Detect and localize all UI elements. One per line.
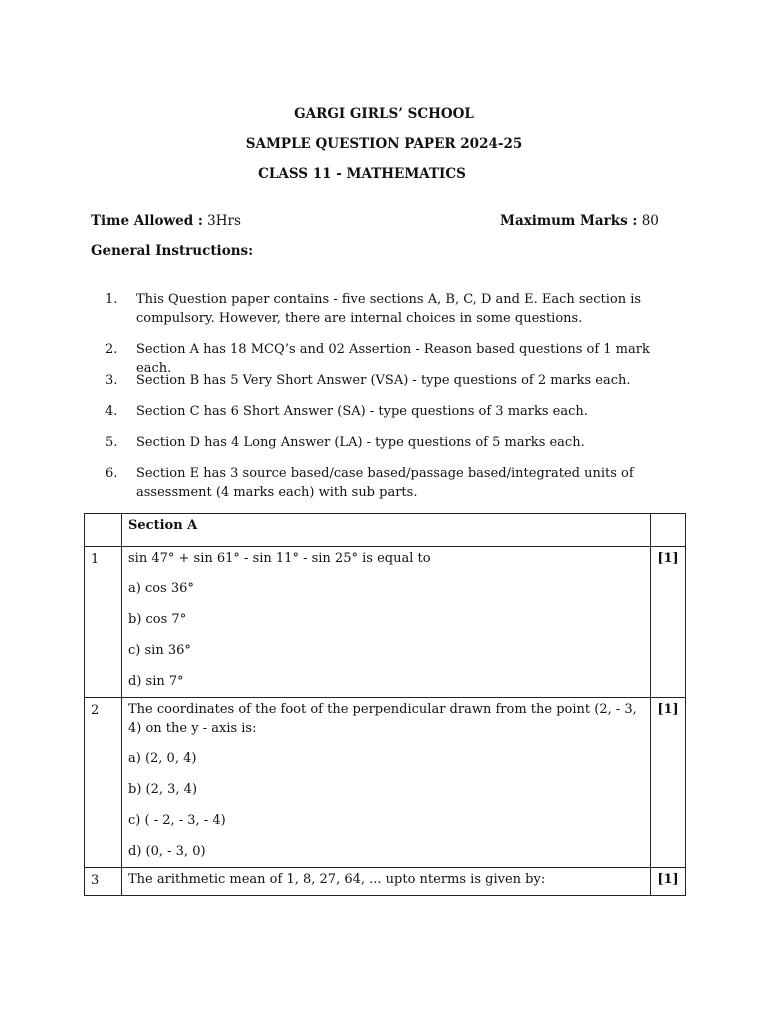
instruction-text: Section C has 6 Short Answer (SA) - type questions of 3 marks each.: [136, 404, 588, 419]
instruction-number: 4.: [105, 404, 118, 419]
question-row: [85, 868, 686, 896]
question-marks: [1]: [651, 547, 686, 698]
question-body: [122, 698, 651, 868]
question-number: 2: [85, 698, 122, 868]
option-c: c) ( - 2, - 3, - 4): [128, 813, 226, 828]
question-row: [85, 698, 686, 868]
instruction-number: 5.: [105, 435, 118, 450]
instruction-text: Section B has 5 Very Short Answer (VSA) - type questions of 2 marks each.: [136, 373, 631, 388]
instruction-number: 1.: [105, 292, 118, 307]
question-marks: [1]: [651, 868, 686, 896]
question-marks: [1]: [651, 698, 686, 868]
option-a: a) cos 36°: [128, 581, 194, 596]
time-allowed-value: 3Hrs: [207, 213, 241, 229]
maximum-marks-label: Maximum Marks :: [500, 213, 638, 229]
question-number: 3: [85, 868, 122, 896]
school-name: GARGI GIRLS’ SCHOOL: [294, 106, 474, 122]
maximum-marks-value: 80: [641, 213, 659, 229]
question-body: [122, 868, 651, 896]
instruction-number: 2.: [105, 342, 118, 357]
maximum-marks: [500, 213, 659, 229]
question-row: [85, 547, 686, 698]
section-title: Section A: [122, 514, 651, 547]
instruction-number: 3.: [105, 373, 118, 388]
time-allowed: [91, 213, 241, 229]
option-b: b) (2, 3, 4): [128, 782, 198, 797]
question-body: [122, 547, 651, 698]
option-b: b) cos 7°: [128, 612, 187, 627]
header-marks-cell: [651, 514, 686, 547]
paper-title: SAMPLE QUESTION PAPER 2024-25: [245, 136, 523, 152]
questions-table: [84, 513, 686, 896]
option-c: c) sin 36°: [128, 643, 191, 658]
option-d: d) (0, - 3, 0): [128, 844, 206, 859]
instruction-text: Section E has 3 source based/case based/passage based/integrated units of assessment (4 marks each) with sub parts.: [136, 466, 634, 500]
instruction-number: 6.: [105, 466, 118, 481]
option-a: a) (2, 0, 4): [128, 751, 197, 766]
general-instructions-title: General Instructions:: [91, 243, 254, 259]
header-num-cell: [85, 514, 122, 547]
section-header-row: [85, 514, 686, 547]
question-text: The arithmetic mean of 1, 8, 27, 64, ... upto nterms is given by:: [128, 872, 546, 887]
instruction-text: Section D has 4 Long Answer (LA) - type questions of 5 marks each.: [136, 435, 585, 450]
instruction-text: This Question paper contains - five sections A, B, C, D and E. Each section is compulsory. However, there are internal choices in some questions.: [136, 292, 642, 326]
class-subject: CLASS 11 - MATHEMATICS: [258, 166, 466, 182]
question-text: sin 47° + sin 61° - sin 11° - sin 25° is equal to: [128, 551, 431, 566]
option-d: d) sin 7°: [128, 674, 184, 689]
question-text: The coordinates of the foot of the perpendicular drawn from the point (2, - 3, 4) on the y - axis is:: [128, 702, 637, 736]
instruction-text: Section A has 18 MCQ’s and 02 Assertion - Reason based questions of 1 mark each.: [136, 342, 650, 376]
question-number: 1: [85, 547, 122, 698]
time-allowed-label: Time Allowed :: [91, 213, 203, 229]
